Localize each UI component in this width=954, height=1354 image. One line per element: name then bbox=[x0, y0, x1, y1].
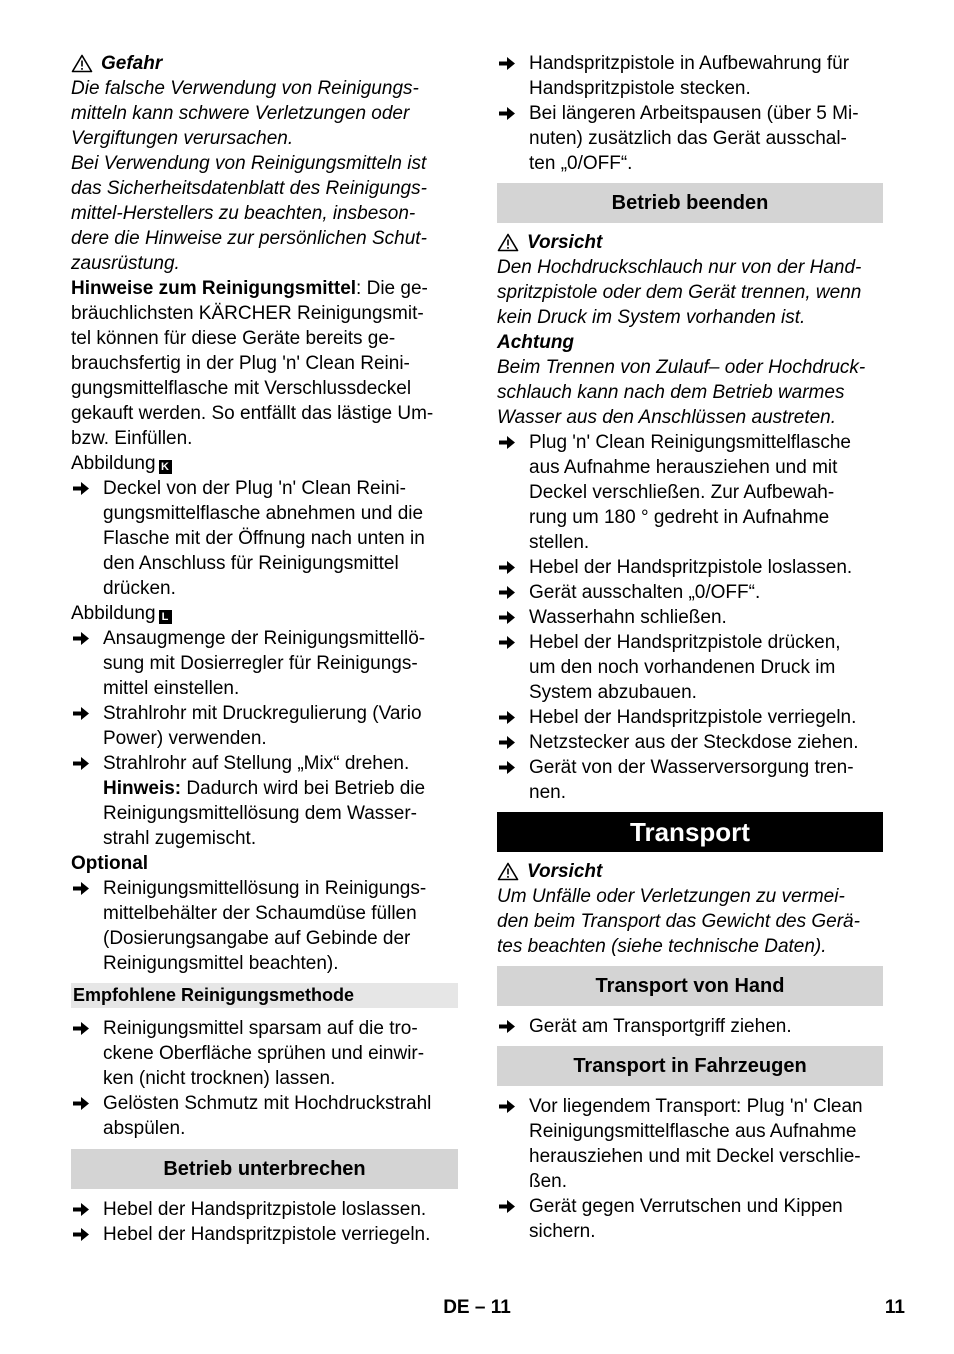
list-item-line: Gelösten Schmutz mit Hochdruckstrahl bbox=[103, 1093, 432, 1114]
list-item-line: mittelbehälter der Schaumdüse füllen bbox=[103, 903, 417, 924]
list-item-line: drücken. bbox=[103, 578, 176, 599]
arrow-right-icon bbox=[71, 876, 93, 901]
list-item bbox=[497, 1094, 883, 1194]
danger-line: mitteln kann schwere Verletzungen oder bbox=[71, 103, 410, 124]
list-item-line: System abzubauen. bbox=[529, 682, 697, 703]
list-item-line: Strahlrohr auf Stellung „Mix“ drehen. bbox=[103, 753, 410, 774]
list-item bbox=[71, 876, 458, 976]
list-item-line: Handspritzpistole in Aufbewahrung für bbox=[529, 53, 850, 74]
attention-heading: Achtung bbox=[497, 332, 575, 353]
list-item-line: den Anschluss für Reinigungsmittel bbox=[103, 553, 399, 574]
warning-triangle-icon bbox=[71, 54, 93, 73]
list-item-line: Hebel der Handspritzpistole drücken, bbox=[529, 632, 841, 653]
left-column bbox=[71, 51, 458, 1247]
list-item bbox=[497, 605, 883, 630]
page-number: 11 bbox=[884, 1297, 905, 1318]
list-item-line: herausziehen und mit Deckel verschlie- bbox=[529, 1146, 861, 1167]
list-item-line: gungsmittelflasche abnehmen und die bbox=[103, 503, 424, 524]
arrow-right-icon bbox=[71, 1016, 93, 1041]
hints-line: gekauft werden. So entfällt das lästige Um- bbox=[71, 403, 434, 424]
warning-triangle-icon bbox=[497, 862, 519, 881]
arrow-right-icon bbox=[71, 1197, 93, 1222]
list-item-line: rung um 180 ° gedreht in Aufnahme bbox=[529, 507, 830, 528]
list-item-line: Ansaugmenge der Reinigungsmittellö- bbox=[103, 628, 426, 649]
hints-line: bzw. Einfüllen. bbox=[71, 428, 193, 449]
list-item-line: um den noch vorhandenen Druck im bbox=[529, 657, 836, 678]
danger-heading bbox=[71, 51, 458, 76]
arrow-right-icon bbox=[71, 1222, 93, 1247]
note-first-rest: Dadurch wird bei Betrieb die bbox=[181, 778, 426, 799]
hints-label: Hinweise zum Reinigungsmittel bbox=[71, 278, 357, 299]
list-item bbox=[497, 580, 883, 605]
list-item-line: Flasche mit der Öffnung nach unten in bbox=[103, 528, 425, 549]
hints-first-rest: : Die ge- bbox=[356, 278, 428, 299]
list-item-line: Netzstecker aus der Steckdose ziehen. bbox=[529, 732, 859, 753]
caution-text bbox=[497, 884, 883, 959]
figure-label: Abbildung bbox=[71, 453, 156, 474]
arrow-right-icon bbox=[497, 705, 519, 730]
list-item-line: ten „0/OFF“. bbox=[529, 153, 633, 174]
page-footer-label: DE – 11 bbox=[443, 1297, 511, 1318]
figure-k-ref bbox=[71, 451, 458, 476]
caution-line: spritzpistole oder dem Gerät trennen, wenn bbox=[497, 282, 862, 303]
list-item-line: sichern. bbox=[529, 1221, 596, 1242]
attention-line: Beim Trennen von Zulauf– oder Hochdruck- bbox=[497, 357, 866, 378]
section-heading-end-operation: Betrieb beenden bbox=[497, 183, 883, 223]
section-heading-transport-by-hand: Transport von Hand bbox=[497, 966, 883, 1006]
hints-first-line bbox=[71, 276, 458, 301]
list-item bbox=[71, 1197, 458, 1222]
arrow-right-icon bbox=[497, 730, 519, 755]
optional-heading: Optional bbox=[71, 853, 149, 874]
caution-line: Um Unfälle oder Verletzungen zu vermei- bbox=[497, 886, 845, 907]
list-item-line: Gerät gegen Verrutschen und Kippen bbox=[529, 1196, 843, 1217]
list-item-line: Gerät am Transportgriff ziehen. bbox=[529, 1016, 792, 1037]
list-item-line: ßen. bbox=[529, 1171, 568, 1192]
list-item-line: nuten) zusätzlich das Gerät ausschal- bbox=[529, 128, 847, 149]
list-item-line: (Dosierungsangabe auf Gebinde der bbox=[103, 928, 411, 949]
hints-line: gungsmittelflasche mit Verschlussdeckel bbox=[71, 378, 412, 399]
caution-title: Vorsicht bbox=[527, 232, 603, 253]
arrow-right-icon bbox=[497, 580, 519, 605]
danger-line: dere die Hinweise zur persönlichen Schut- bbox=[71, 228, 427, 249]
list-item-line: Handspritzpistole stecken. bbox=[529, 78, 751, 99]
arrow-right-icon bbox=[497, 430, 519, 455]
note-line: Reinigungsmittellösung dem Wasser- bbox=[103, 803, 417, 824]
list-item-line: Reinigungsmittelflasche aus Aufnahme bbox=[529, 1121, 857, 1142]
list-item bbox=[497, 1194, 883, 1244]
figure-letter-badge: K bbox=[159, 460, 172, 474]
detergent-hints bbox=[71, 276, 458, 451]
list-item-line: Reinigungsmittel sparsam auf die tro- bbox=[103, 1018, 418, 1039]
note-label: Hinweis: bbox=[103, 778, 182, 799]
arrow-right-icon bbox=[71, 476, 93, 501]
hints-line: bräuchlichsten KÄRCHER Reinigungsmit- bbox=[71, 303, 424, 324]
attention-line: Wasser aus den Anschlüssen austreten. bbox=[497, 407, 837, 428]
caution-line: den beim Transport das Gewicht des Gerä- bbox=[497, 911, 860, 932]
attention-text bbox=[497, 355, 883, 430]
arrow-right-icon bbox=[497, 755, 519, 780]
list-item bbox=[497, 730, 883, 755]
list-item bbox=[71, 626, 458, 701]
list-item-line: Hebel der Handspritzpistole loslassen. bbox=[529, 557, 853, 578]
list-item-line: Strahlrohr mit Druckregulierung (Vario bbox=[103, 703, 422, 724]
caution-heading bbox=[497, 230, 883, 255]
list-item bbox=[497, 630, 883, 705]
list-item-line: Reinigungsmittellösung in Reinigungs- bbox=[103, 878, 427, 899]
list-item-line: abspülen. bbox=[103, 1118, 186, 1139]
arrow-right-icon bbox=[71, 1091, 93, 1116]
list-item-line: Gerät von der Wasserversorgung tren- bbox=[529, 757, 854, 778]
list-item-line: Deckel verschließen. Zur Aufbewah- bbox=[529, 482, 835, 503]
caution-text bbox=[497, 255, 883, 330]
caution-title: Vorsicht bbox=[527, 861, 603, 882]
hints-line: tel können für diese Geräte bereits ge- bbox=[71, 328, 396, 349]
list-item bbox=[497, 1014, 883, 1039]
figure-letter-badge: L bbox=[159, 610, 172, 624]
list-item-line: nen. bbox=[529, 782, 566, 803]
attention-line: schlauch kann nach dem Betrieb warmes bbox=[497, 382, 845, 403]
right-column bbox=[497, 51, 883, 1244]
danger-line: Die falsche Verwendung von Reinigungs- bbox=[71, 78, 419, 99]
arrow-right-icon bbox=[497, 1194, 519, 1219]
figure-label: Abbildung bbox=[71, 603, 156, 624]
caution-line: tes beachten (siehe technische Daten). bbox=[497, 936, 827, 957]
list-item-line: Hebel der Handspritzpistole loslassen. bbox=[103, 1199, 427, 1220]
arrow-right-icon bbox=[71, 626, 93, 651]
danger-text bbox=[71, 76, 458, 276]
list-item-line: Hebel der Handspritzpistole verriegeln. bbox=[103, 1224, 431, 1245]
danger-line: das Sicherheitsdatenblatt des Reinigungs- bbox=[71, 178, 427, 199]
arrow-right-icon bbox=[71, 701, 93, 726]
list-item bbox=[71, 1091, 458, 1141]
list-item-line: Reinigungsmittel beachten). bbox=[103, 953, 339, 974]
list-item-line: Hebel der Handspritzpistole verriegeln. bbox=[529, 707, 857, 728]
section-heading-interrupt: Betrieb unterbrechen bbox=[71, 1149, 458, 1189]
section-heading-transport-vehicles: Transport in Fahrzeugen bbox=[497, 1046, 883, 1086]
list-item-line: Vor liegendem Transport: Plug 'n' Clean bbox=[529, 1096, 863, 1117]
list-item-line: aus Aufnahme herausziehen und mit bbox=[529, 457, 838, 478]
list-item bbox=[71, 751, 458, 851]
danger-notice bbox=[71, 51, 458, 276]
list-item-line: stellen. bbox=[529, 532, 590, 553]
list-item bbox=[71, 1016, 458, 1091]
list-item-line: Bei längeren Arbeitspausen (über 5 Mi- bbox=[529, 103, 859, 124]
caution-line: kein Druck im System vorhanden ist. bbox=[497, 307, 806, 328]
figure-l-ref bbox=[71, 601, 458, 626]
note-first-line bbox=[103, 776, 458, 801]
list-item bbox=[497, 101, 883, 176]
list-item-line: mittel einstellen. bbox=[103, 678, 240, 699]
list-item-line: Deckel von der Plug 'n' Clean Reini- bbox=[103, 478, 406, 499]
danger-title: Gefahr bbox=[101, 53, 163, 74]
arrow-right-icon bbox=[497, 101, 519, 126]
danger-line: zausrüstung. bbox=[71, 253, 180, 274]
danger-line: mittel-Herstellers zu beachten, insbeson- bbox=[71, 203, 416, 224]
list-item-line: Plug 'n' Clean Reinigungsmittelflasche bbox=[529, 432, 851, 453]
arrow-right-icon bbox=[497, 605, 519, 630]
list-item bbox=[497, 705, 883, 730]
list-item-line: Gerät ausschalten „0/OFF“. bbox=[529, 582, 761, 603]
caution-heading bbox=[497, 859, 883, 884]
list-item-line: Wasserhahn schließen. bbox=[529, 607, 727, 628]
list-item bbox=[497, 430, 883, 555]
caution-line: Den Hochdruckschlauch nur von der Hand- bbox=[497, 257, 862, 278]
arrow-right-icon bbox=[71, 751, 93, 776]
danger-line: Bei Verwendung von Reinigungsmitteln ist bbox=[71, 153, 427, 174]
list-item bbox=[71, 1222, 458, 1247]
list-item-line: ckene Oberfläche sprühen und einwir- bbox=[103, 1043, 425, 1064]
list-item bbox=[497, 755, 883, 805]
arrow-right-icon bbox=[497, 51, 519, 76]
arrow-right-icon bbox=[497, 1014, 519, 1039]
arrow-right-icon bbox=[497, 555, 519, 580]
chapter-heading-transport: Transport bbox=[497, 812, 883, 852]
warning-triangle-icon bbox=[497, 233, 519, 252]
list-item-line: Power) verwenden. bbox=[103, 728, 267, 749]
hints-line: brauchsfertig in der Plug 'n' Clean Reini- bbox=[71, 353, 410, 374]
arrow-right-icon bbox=[497, 1094, 519, 1119]
list-item bbox=[497, 51, 883, 101]
list-item bbox=[71, 701, 458, 751]
list-item-line: ken (nicht trocknen) lassen. bbox=[103, 1068, 336, 1089]
list-item bbox=[497, 555, 883, 580]
list-item bbox=[71, 476, 458, 601]
list-item-line: sung mit Dosierregler für Reinigungs- bbox=[103, 653, 418, 674]
arrow-right-icon bbox=[497, 630, 519, 655]
note-line: strahl zugemischt. bbox=[103, 828, 257, 849]
danger-line: Vergiftungen verursachen. bbox=[71, 128, 294, 149]
section-heading-recommended: Empfohlene Reinigungsmethode bbox=[71, 983, 458, 1008]
